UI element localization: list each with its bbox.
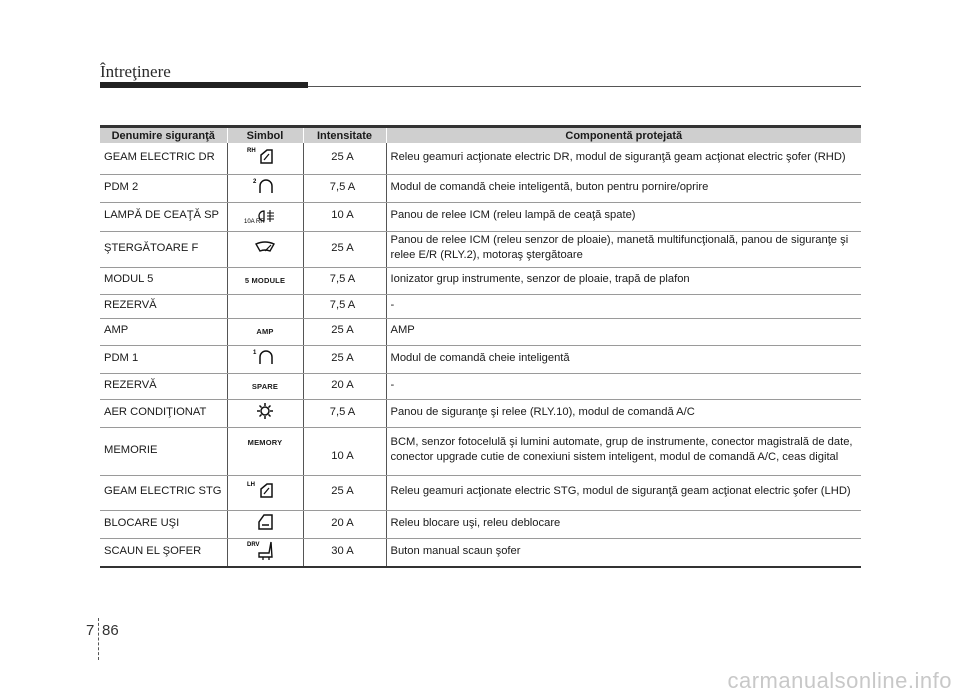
symbol-cell <box>227 174 303 202</box>
amperage: 25 A <box>303 475 386 510</box>
fuse-name: GEAM ELECTRIC DR <box>100 143 227 174</box>
amperage: 20 A <box>303 373 386 399</box>
table-row <box>100 538 861 567</box>
window-lh-icon <box>245 479 285 501</box>
amperage: 7,5 A <box>303 267 386 294</box>
amperage: 30 A <box>303 538 386 567</box>
table-header-row <box>100 127 861 144</box>
symbol-cell <box>227 538 303 567</box>
window-rh-icon <box>245 145 285 167</box>
symbol-cell <box>227 345 303 373</box>
table-row <box>100 143 861 174</box>
header-symbol: Simbol <box>227 127 303 144</box>
table-row <box>100 318 861 345</box>
symbol-label: 10A RR <box>244 218 265 225</box>
symbol-cell <box>227 475 303 510</box>
table-row <box>100 373 861 399</box>
symbol-label: 2 <box>253 178 257 185</box>
memory-icon: MEMORY <box>247 438 283 447</box>
protected-component: Releu geamuri acţionate electric DR, modul de siguranţă geam acţionat electric şofer (RHD) <box>386 143 861 174</box>
symbol-label: DRV <box>247 541 260 548</box>
amperage: 20 A <box>303 510 386 538</box>
protected-component: Modul de comandă cheie inteligentă <box>386 345 861 373</box>
table-row <box>100 399 861 427</box>
fuse-name: PDM 2 <box>100 174 227 202</box>
symbol-cell <box>227 318 303 345</box>
spare-icon: SPARE <box>251 381 279 391</box>
door-lock-icon <box>245 511 285 533</box>
protected-component: - <box>386 373 861 399</box>
symbol-cell <box>227 143 303 174</box>
driver-seat-icon <box>245 539 285 561</box>
protected-component: Releu blocare uşi, releu deblocare <box>386 510 861 538</box>
module-5-icon: 5 MODULE <box>244 276 286 285</box>
amperage: 25 A <box>303 345 386 373</box>
table-row <box>100 202 861 231</box>
protected-component: BCM, senzor fotocelulă şi lumini automate, grup de instrumente, conector magistrală de date, conector upgrade cutie de conexiuni sistem inteligent, modul de comandă A/C, ceas digital <box>386 427 861 475</box>
protected-component: Panou de siguranţe şi relee (RLY.10), modul de comandă A/C <box>386 399 861 427</box>
amperage: 10 A <box>303 427 386 475</box>
header-component: Componentă protejată <box>386 127 861 144</box>
page-number: 86 <box>102 622 119 639</box>
symbol-cell <box>227 399 303 427</box>
symbol-cell <box>227 373 303 399</box>
protected-component: Ionizator grup instrumente, senzor de ploaie, trapă de plafon <box>386 267 861 294</box>
table-row <box>100 294 861 318</box>
table-row <box>100 345 861 373</box>
fuse-name: AMP <box>100 318 227 345</box>
table-row <box>100 231 861 267</box>
fuse-name: PDM 1 <box>100 345 227 373</box>
rear-fog-icon <box>240 203 290 225</box>
amperage: 25 A <box>303 318 386 345</box>
symbol-cell <box>227 427 303 475</box>
header-rule-thick <box>100 82 308 88</box>
fuse-name: MEMORIE <box>100 427 227 475</box>
table-row <box>100 267 861 294</box>
fuse-name: GEAM ELECTRIC STG <box>100 475 227 510</box>
fuse-name: SCAUN EL ŞOFER <box>100 538 227 567</box>
symbol-label: LH <box>247 482 255 488</box>
fuse-name: REZERVĂ <box>100 294 227 318</box>
key-2-icon <box>245 175 285 197</box>
protected-component: AMP <box>386 318 861 345</box>
amperage: 7,5 A <box>303 399 386 427</box>
fuse-name: REZERVĂ <box>100 373 227 399</box>
protected-component: Releu geamuri acţionate electric STG, modul de siguranţă geam acţionat electric şofer (LHD) <box>386 475 861 510</box>
fuse-name: AER CONDIŢIONAT <box>100 399 227 427</box>
protected-component: Panou de relee ICM (releu lampă de ceaţă spate) <box>386 202 861 231</box>
header-amperage: Intensitate <box>303 127 386 144</box>
fuse-table <box>100 125 861 568</box>
page-divider <box>98 618 99 660</box>
header-rule-thin <box>308 86 861 87</box>
key-1-icon <box>245 346 285 368</box>
chapter-number: 7 <box>86 622 95 639</box>
symbol-label: RH <box>247 147 256 154</box>
table-row <box>100 475 861 510</box>
protected-component: - <box>386 294 861 318</box>
amperage: 7,5 A <box>303 294 386 318</box>
symbol-cell <box>227 294 303 318</box>
fuse-name: ŞTERGĂTOARE F <box>100 231 227 267</box>
amperage: 7,5 A <box>303 174 386 202</box>
protected-component: Modul de comandă cheie inteligentă, buton pentru pornire/oprire <box>386 174 861 202</box>
wiper-icon <box>245 236 285 258</box>
symbol-label: 1 <box>253 349 257 356</box>
amperage: 25 A <box>303 231 386 267</box>
amperage: 25 A <box>303 143 386 174</box>
symbol-cell <box>227 510 303 538</box>
amperage: 10 A <box>303 202 386 231</box>
ac-icon <box>245 400 285 422</box>
table-row <box>100 427 861 475</box>
watermark: carmanualsonline.info <box>727 668 952 693</box>
fuse-name: BLOCARE UŞI <box>100 510 227 538</box>
amp-icon: AMP <box>256 327 274 336</box>
table-row <box>100 174 861 202</box>
section-title: Întreţinere <box>100 62 171 81</box>
symbol-cell <box>227 231 303 267</box>
table-row <box>100 510 861 538</box>
protected-component: Buton manual scaun şofer <box>386 538 861 567</box>
protected-component: Panou de relee ICM (releu senzor de ploaie), manetă multifuncţională, panou de siguranţe şi relee E/R (RLY.2), motoraş ştergătoare <box>386 231 861 267</box>
symbol-cell <box>227 267 303 294</box>
header-fuse-name: Denumire siguranţă <box>100 127 227 144</box>
symbol-cell <box>227 202 303 231</box>
fuse-name: LAMPĂ DE CEAŢĂ SP <box>100 202 227 231</box>
fuse-name: MODUL 5 <box>100 267 227 294</box>
